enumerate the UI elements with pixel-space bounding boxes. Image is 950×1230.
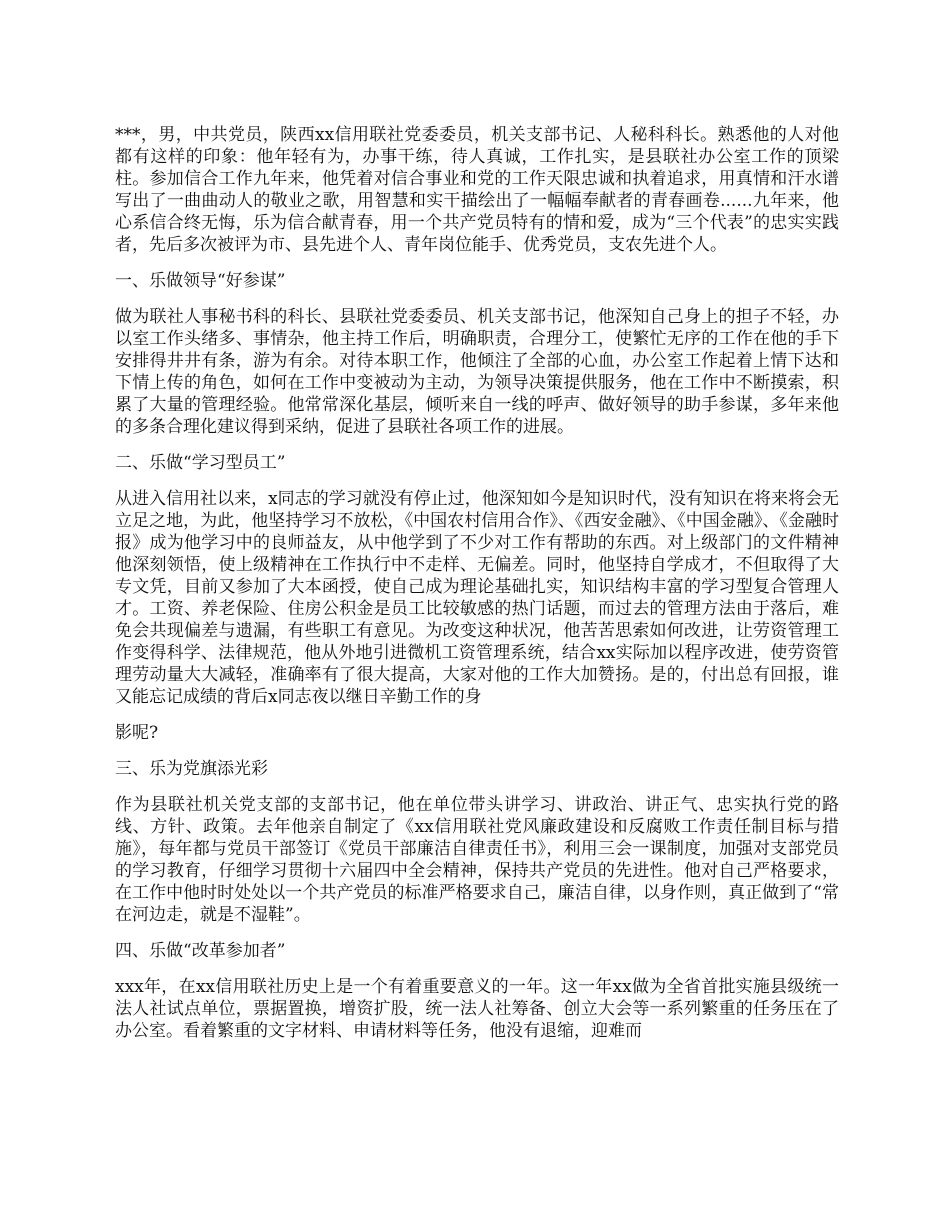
section-2-paragraph: 从进入信用社以来，x同志的学习就没有停止过，他深知如今是知识时代，没有知识在将来将会无立足之地，为此，他坚持学习不放松，《中国农村信用合作》、《西安金融》、《中国金融》、《金融时报》成为他学习中的良师益友，从中他学到了不少对工作有帮助的东西。对上级部门的文件精神他深刻领悟，使上级精神在工作执行中不走样、无偏差。同时，他坚持自学成才，不但取得了大专文凭，目前又参加了大本函授，使自己成为理论基础扎实，知识结构丰富的学习型复合管理人才。工资、养老保险、住房公积金是员工比较敏感的热门话题，而过去的管理方法由于落后，难免会共现偏差与遗漏，有些职工有意见。为改变这种状况，他苦苦思索如何改进，让劳资管理工作变得科学、法律规范，他从外地引进微机工资管理系统，结合xx实际加以程序改进，使劳资管理劳动量大大减轻，准确率有了很大提高，大家对他的工作大加赞扬。是的，付出总有回报，谁又能忘记成绩的背后x同志夜以继日辛勤工作的身 [115, 489, 839, 707]
section-1-paragraph: 做为联社人事秘书科的科长、县联社党委委员、机关支部书记，他深知自己身上的担子不轻，办以室工作头绪多、事情杂，他主持工作后，明确职责，合理分工，使繁忙无序的工作在他的手下安排得井井有条，游为有余。对待本职工作，他倾注了全部的心血，办公室工作起着上情下达和下情上传的角色，如何在工作中变被动为主动，为领导决策提供服务，他在工作中不断摸索，积累了大量的管理经验。他常常深化基层，倾听来自一线的呼声、做好领导的助手参谋，多年来他的多条合理化建议得到采纳，促进了县联社各项工作的进展。 [115, 307, 839, 437]
section-2-continuation: 影呢? [115, 723, 159, 743]
document-page [115, 124, 839, 1056]
section-heading-3: 三、乐为党旗添光彩 [115, 759, 268, 779]
section-4-paragraph: xxx年，在xx信用联社历史上是一个有着重要意义的一年。这一年xx做为全省首批实施县级统一法人社试点单位，票据置换，增资扩股，统一法人社筹备、创立大会等一系列繁重的任务压在了办公室。看着繁重的文字材料、申请材料等任务，他没有退缩，迎难而 [115, 977, 839, 1041]
section-heading-1: 一、乐做领导“好参谋” [115, 271, 286, 291]
section-heading-4: 四、乐做“改革参加者” [115, 941, 286, 961]
intro-paragraph: ***，男，中共党员，陕西xx信用联社党委委员，机关支部书记、人秘科科长。熟悉他的人对他都有这样的印象：他年轻有为，办事干练，待人真诚，工作扎实，是县联社办公室工作的顶梁柱。参加信合工作九年来，他凭着对信合事业和党的工作天限忠诚和执着追求，用真情和汗水谱写出了一曲曲动人的敬业之歌，用智慧和实干描绘出了一幅幅奉献者的青春画卷......九年来，他心系信合终无悔，乐为信合献青春，用一个共产党员特有的情和爱，成为“三个代表”的忠实实践者，先后多次被评为市、县先进个人、青年岗位能手、优秀党员，支农先进个人。 [115, 125, 839, 255]
section-3-paragraph: 作为县联社机关党支部的支部书记，他在单位带头讲学习、讲政治、讲正气、忠实执行党的路线、方针、政策。去年他亲自制定了《xx信用联社党风廉政建设和反腐败工作责任制目标与措施》，每年都与党员干部签订《党员干部廉洁自律责任书》，利用三会一课制度，加强对支部党员的学习教育，仔细学习贯彻十六届四中全会精神，保持共产党员的先进性。他对自己严格要求，在工作中他时时处处以一个共产党员的标准严格要求自己，廉洁自律，以身作则，真正做到了“常在河边走，就是不湿鞋”。 [115, 795, 839, 925]
section-heading-2: 二、乐做“学习型员工” [115, 453, 286, 473]
